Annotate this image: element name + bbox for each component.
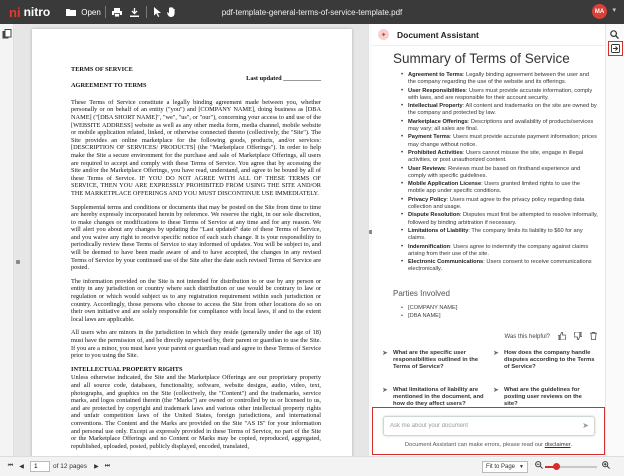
- send-icon[interactable]: ➤: [582, 421, 589, 430]
- top-toolbar: [0, 0, 624, 24]
- ask-input[interactable]: [384, 423, 574, 429]
- summary-title: Summary of Terms of Service: [393, 51, 570, 66]
- helpful-label: Was this helpful?: [504, 334, 550, 340]
- zoom-out-icon[interactable]: [535, 461, 543, 471]
- chevron-down-icon: ▼: [519, 464, 524, 470]
- summary-item: • Electronic Communications: Users consent to receive communications electronically.: [393, 259, 598, 274]
- left-sidebar-rail: [0, 24, 14, 456]
- thumbs-down-icon[interactable]: [574, 332, 582, 342]
- suggested-question[interactable]: ➤ What are the specific user responsibilities outlined in the Terms of Service?: [382, 350, 479, 371]
- doc-heading: TERMS OF SERVICE: [71, 66, 133, 73]
- ask-section: [372, 407, 605, 455]
- hand-pan-icon[interactable]: [165, 5, 179, 19]
- arrow-right-icon: ➤: [382, 387, 388, 394]
- doc-paragraph: These Terms of Service constitute a legally binding agreement made between you, whether personally or on behalf of an entity ("you") and [COMPANY NAME], doing business as [DBA NAME] ("[DBA SHORT NAME]", "we", "us", or "our"), concerning your access to and use of the [WEBSITE ADDRESS] website as well as any other media form, media channel, mobile website or mobile application related, linked, or otherwise connected thereto (collectively, the "Site"). The Site provides an online marketplace for the following goods, products, and/or services: [DESCRIPTION OF SERVICES/ PRODUCTS] (the "Marketplace Offerings"). In order to help make the Site a secure environment for the purchase and sale of Marketplace Offerings, all users are required to accept and comply with these Terms of Service. You agree that by accessing the Site and/or the Marketplace Offerings, you have read, understand, and agree to be bound by all of these Terms of Service. IF YOU DO NOT AGREE WITH ALL OF THESE TERMS OF SERVICE, THEN YOU ARE EXPRESSLY PROHIBITED FROM USING THE SITE AND/OR THE MARKETPLACE OFFERINGS AND YOU MUST DISCONTINUE USE IMMEDIATELY.: [71, 98, 321, 197]
- arrow-right-icon: ➤: [493, 350, 499, 357]
- suggested-question[interactable]: ➤ What are the guidelines for posting user reviews on the site?: [493, 387, 582, 408]
- document-title: pdf-template-general-terms-of-service-template.pdf: [221, 7, 403, 17]
- nitro-logo-mark: ni: [9, 4, 21, 20]
- suggested-question[interactable]: ➤ How does the company handle disputes according to the Terms of Service?: [493, 350, 595, 371]
- select-cursor-icon[interactable]: [151, 5, 165, 19]
- summary-item: • Payment Terms: Users must provide accurate payment information; prices may change without notice.: [393, 134, 598, 149]
- suggested-question[interactable]: ➤ What limitations of liability are mentioned in the document, and how do they affect users?: [382, 387, 484, 408]
- disclaimer-text: Document Assistant can make errors, please read our disclaimer.: [404, 442, 573, 448]
- summary-item: • Mobile Application License: Users granted limited rights to use the mobile app under specific conditions.: [393, 181, 598, 196]
- bottom-navigation-bar: [0, 456, 624, 476]
- open-button[interactable]: [64, 5, 101, 19]
- trash-icon[interactable]: [590, 332, 597, 342]
- chevron-down-icon[interactable]: ▾: [612, 7, 616, 14]
- doc-last-updated: Last updated ____________: [246, 74, 321, 82]
- nitro-logo-text: nitro: [23, 5, 51, 19]
- pdf-page: [32, 29, 352, 456]
- zoom-in-icon[interactable]: [602, 461, 610, 471]
- previous-page-icon[interactable]: ◀: [19, 464, 24, 470]
- parties-list: [393, 304, 457, 320]
- right-sidebar-rail: [605, 24, 624, 456]
- party-item: • [COMPANY NAME]: [393, 304, 457, 312]
- zoom-slider-thumb[interactable]: [553, 463, 560, 470]
- print-icon[interactable]: [110, 5, 124, 19]
- assistant-title: Document Assistant: [397, 29, 479, 40]
- toolbar-divider: [105, 6, 106, 18]
- doc-paragraph: Supplemental terms and conditions or documents that may be posted on the Site from time to time are hereby expressly incorporated herein by reference. We reserve the right, in our sole discretion, to make changes or modifications to these Terms of Service at any time and for any reason. We will alert you about any changes by updating the "Last updated" date of these Terms of Service, and you waive any right to receive specific notice of each such change. It is your responsibility to periodically review these Terms of Service to stay informed of updates. You will be subject to, and will be deemed to have been made aware of and to have accepted, the changes in any revised Terms of Service by your continued use of the Site after the date such revised Terms of Service are posted.: [71, 203, 321, 272]
- summary-item: • Privacy Policy: Users must agree to the privacy policy regarding data collection and usage.: [393, 197, 598, 212]
- disclaimer-link[interactable]: disclaimer: [544, 442, 571, 448]
- download-icon[interactable]: [128, 5, 142, 19]
- summary-item: • Dispute Resolution: Disputes must first be attempted to resolve informally, followed by binding arbitration if necessary.: [393, 212, 598, 227]
- assistant-header: [372, 24, 605, 46]
- doc-paragraph: All users who are minors in the jurisdiction in which they reside (generally under the age of 18) must have the permission of, and be directly supervised by, their parent or guardian to use the Site. If you are a minor, you must have your parent or guardian read and agree to these Terms of Service prior to you using the Site.: [71, 329, 321, 360]
- nitro-logo: [9, 5, 50, 20]
- doc-section-heading: AGREEMENT TO TERMS: [71, 82, 147, 90]
- open-folder-icon: [64, 5, 78, 19]
- last-page-icon[interactable]: ⏭: [104, 463, 111, 469]
- fit-mode-select[interactable]: Fit to Page ▼: [482, 461, 528, 473]
- doc-paragraph: Unless otherwise indicated, the Site and the Marketplace Offerings are our proprietary property and all source code, databases, functionality, software, website designs, audio, video, text, photographs, and graphics on the Site (collectively, the "Content") and the trademarks, service marks, and logos contained therein (the "Marks") are owned or controlled by us or licensed to us, and are protected by copyright and trademark laws and various other intellectual property rights and unfair competition laws of the United States, foreign jurisdictions, and international conventions. The Content and the Marks are provided on the Site "AS IS" for your information and personal use only. Except as expressly provided in these Terms of Service, no part of the Site or the Marketplace Offerings and no Content or Marks may be copied, reproduced, aggregated, republished, uploaded, posted, publicly displayed, encoded, translated,: [71, 374, 321, 450]
- doc-paragraph: The information provided on the Site is not intended for distribution to or use by any person or entity in any jurisdiction or country where such distribution or use would be contrary to law or regulation or which would subject us to any registration requirement within such jurisdiction or country. Accordingly, those persons who choose to access the Site from other locations do so on their own initiative and are solely responsible for compliance with local laws, if and to the extent local laws are applicable.: [71, 277, 321, 323]
- page-count-label: of 12 pages: [53, 463, 87, 470]
- ask-input-box[interactable]: [383, 416, 595, 436]
- parties-title: Parties Involved: [393, 289, 450, 298]
- arrow-right-icon: ➤: [382, 350, 388, 357]
- summary-item: • Intellectual Property: All content and trademarks on the site are owned by the company and protected by law.: [393, 103, 598, 118]
- arrow-right-icon: ➤: [493, 387, 499, 394]
- summary-item: • Agreement to Terms: Legally binding agreement between the user and the company regarding the use of the website and its offerings.: [393, 72, 598, 87]
- toolbar-divider: [146, 6, 147, 18]
- open-label: Open: [81, 7, 101, 17]
- feedback-row: [505, 332, 597, 342]
- thumbs-up-icon[interactable]: [558, 332, 566, 342]
- summary-item: • Limitations of Liability: The company limits its liability to $60 for any claims.: [393, 228, 598, 243]
- summary-item: • User Reviews: Reviews must be based on firsthand experience and comply with specific guidelines.: [393, 166, 598, 181]
- assistant-logo-icon: ✦: [378, 29, 389, 40]
- summary-item: • User Responsibilities: Users must provide accurate information, comply with laws, and are responsible for their account security.: [393, 88, 598, 103]
- summary-item: • Prohibited Activities: Users cannot misuse the site, engage in illegal activities, or post unauthorized content.: [393, 150, 598, 165]
- user-avatar[interactable]: MA: [592, 4, 607, 19]
- document-assistant-panel: [372, 24, 605, 456]
- summary-item: • Marketplace Offerings: Descriptions and availability of products/services may vary; all sales are final.: [393, 119, 598, 134]
- party-item: • [DBA NAME]: [393, 312, 457, 320]
- zoom-slider[interactable]: [545, 466, 597, 468]
- pages-panel-icon[interactable]: [2, 29, 12, 39]
- summary-item: • Indemnification: Users agree to indemnify the company against claims arising from their use of the site.: [393, 244, 598, 259]
- search-icon[interactable]: [610, 30, 619, 41]
- first-page-icon[interactable]: ⏮: [7, 463, 14, 469]
- page-number-input[interactable]: [30, 461, 50, 472]
- summary-list: [393, 72, 598, 275]
- next-page-icon[interactable]: ▶: [94, 464, 99, 470]
- doc-section-heading: INTELLECTUAL PROPERTY RIGHTS: [71, 365, 183, 373]
- document-assistant-toggle-icon[interactable]: [608, 41, 623, 56]
- left-panel-handle[interactable]: [16, 260, 20, 264]
- document-viewer[interactable]: [14, 24, 368, 456]
